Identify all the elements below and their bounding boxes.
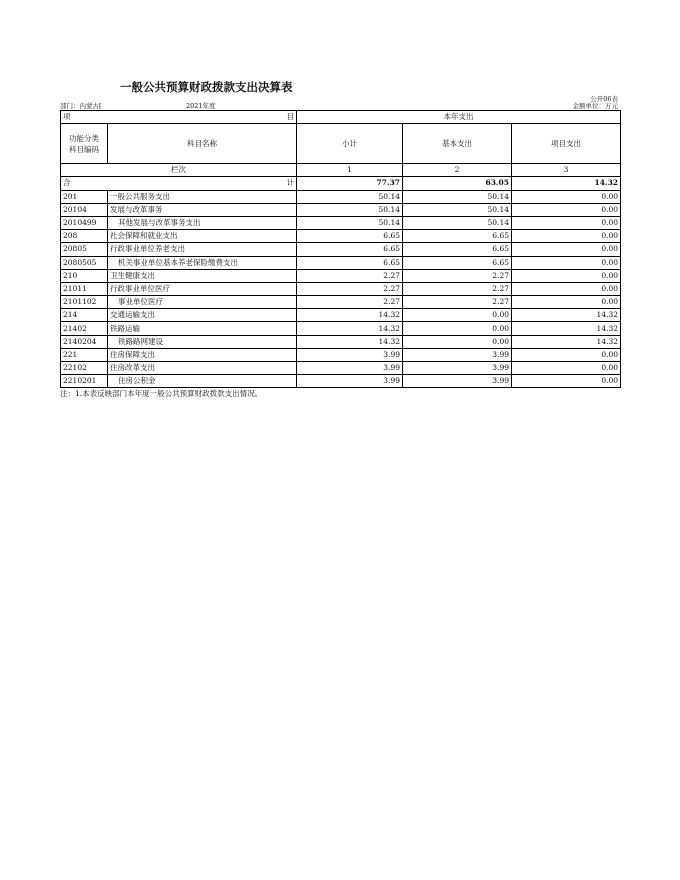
cell-name: 铁路路网建设: [108, 335, 297, 348]
table-row: [61, 375, 621, 388]
cell-basic: 0.00: [403, 322, 512, 335]
cell-project: 0.00: [512, 375, 621, 388]
cell-code: 2210201: [61, 375, 108, 388]
cell-code: 201: [61, 190, 108, 203]
cell-code: 21402: [61, 322, 108, 335]
total-basic: 63.05: [403, 177, 512, 190]
table-row: [61, 322, 621, 335]
cell-code: 208: [61, 230, 108, 243]
header-row-2: [61, 124, 621, 164]
table-row: [61, 243, 621, 256]
cell-code: 2080505: [61, 256, 108, 269]
cell-basic: 3.99: [403, 362, 512, 375]
cell-name: 行政事业单位养老支出: [108, 243, 297, 256]
cell-basic: 50.14: [403, 216, 512, 229]
cell-subtotal: 14.32: [297, 309, 403, 322]
cell-name: 住房改革支出: [108, 362, 297, 375]
cell-project: 0.00: [512, 256, 621, 269]
cell-code: 21011: [61, 282, 108, 295]
cell-subtotal: 2.27: [297, 282, 403, 295]
cell-name: 事业单位医疗: [108, 296, 297, 309]
table-row: [61, 203, 621, 216]
total-subtotal: 77.37: [297, 177, 403, 190]
note: 注：1.本表反映部门本年度一般公共预算财政拨款支出情况。: [60, 389, 263, 398]
table-row: [61, 230, 621, 243]
cell-basic: 3.99: [403, 375, 512, 388]
cell-project: 14.32: [512, 335, 621, 348]
cell-code: 22102: [61, 362, 108, 375]
cell-basic: 2.27: [403, 296, 512, 309]
table-row: [61, 190, 621, 203]
form-number: 公开06表: [590, 95, 618, 103]
cell-project: 0.00: [512, 348, 621, 361]
col-3: 3: [512, 164, 621, 177]
department: 部门：内蒙古[: [60, 102, 102, 110]
cell-project: 0.00: [512, 296, 621, 309]
table-row: [61, 282, 621, 295]
cell-basic: 0.00: [403, 335, 512, 348]
cell-subtotal: 2.27: [297, 269, 403, 282]
cell-basic: 6.65: [403, 230, 512, 243]
cell-basic: 3.99: [403, 348, 512, 361]
header-row-1: [61, 111, 621, 124]
cell-code: 214: [61, 309, 108, 322]
cell-subtotal: 3.99: [297, 362, 403, 375]
col-1: 1: [297, 164, 403, 177]
cell-project: 0.00: [512, 282, 621, 295]
year: 2021年度: [186, 102, 216, 110]
expenditure-table: [60, 110, 621, 388]
col-2: 2: [403, 164, 512, 177]
cell-name: 铁路运输: [108, 322, 297, 335]
table-row: [61, 296, 621, 309]
cell-code: 221: [61, 348, 108, 361]
header-mu: 目: [286, 112, 294, 122]
cell-basic: 0.00: [403, 309, 512, 322]
table-row: [61, 335, 621, 348]
cell-name: 住房保障支出: [108, 348, 297, 361]
cell-basic: 2.27: [403, 269, 512, 282]
cell-name: 住房公积金: [108, 375, 297, 388]
cell-name: 其他发展与改革事务支出: [108, 216, 297, 229]
cell-project: 0.00: [512, 190, 621, 203]
header-xiang: 项: [63, 112, 71, 122]
cell-project: 0.00: [512, 243, 621, 256]
cell-name: 机关事业单位基本养老保险缴费支出: [108, 256, 297, 269]
cell-name: 发展与改革事务: [108, 203, 297, 216]
cell-subtotal: 50.14: [297, 190, 403, 203]
total-ji: 计: [286, 178, 294, 188]
cell-basic: 50.14: [403, 203, 512, 216]
header-code: 功能分类科目编码: [61, 124, 108, 164]
cell-code: 20805: [61, 243, 108, 256]
cell-code: 2101102: [61, 296, 108, 309]
column-number-row: [61, 164, 621, 177]
total-project: 14.32: [512, 177, 621, 190]
cell-subtotal: 50.14: [297, 216, 403, 229]
cell-subtotal: 50.14: [297, 203, 403, 216]
table-row: [61, 269, 621, 282]
cell-project: 0.00: [512, 230, 621, 243]
cell-project: 0.00: [512, 362, 621, 375]
cell-basic: 6.65: [403, 243, 512, 256]
cell-project: 14.32: [512, 309, 621, 322]
unit: 金额单位：万元: [572, 102, 618, 110]
table-row: [61, 256, 621, 269]
cell-project: 0.00: [512, 203, 621, 216]
cell-name: 社会保障和就业支出: [108, 230, 297, 243]
cell-project: 0.00: [512, 216, 621, 229]
cell-subtotal: 6.65: [297, 256, 403, 269]
cell-subtotal: 2.27: [297, 296, 403, 309]
table-row: [61, 309, 621, 322]
table-row: [61, 362, 621, 375]
header-project: 项目支出: [512, 124, 621, 164]
header-year-expenditure: 本年支出: [297, 111, 621, 124]
cell-project: 0.00: [512, 269, 621, 282]
cell-subtotal: 3.99: [297, 348, 403, 361]
page-title: 一般公共预算财政拨款支出决算表: [120, 80, 293, 94]
total-he: 合: [63, 178, 71, 188]
cell-name: 交通运输支出: [108, 309, 297, 322]
cell-subtotal: 14.32: [297, 322, 403, 335]
cell-name: 行政事业单位医疗: [108, 282, 297, 295]
cell-project: 14.32: [512, 322, 621, 335]
cell-name: 卫生健康支出: [108, 269, 297, 282]
cell-name: 一般公共服务支出: [108, 190, 297, 203]
cell-basic: 50.14: [403, 190, 512, 203]
cell-subtotal: 6.65: [297, 230, 403, 243]
header-basic: 基本支出: [403, 124, 512, 164]
cell-subtotal: 3.99: [297, 375, 403, 388]
table-row: [61, 216, 621, 229]
cell-basic: 6.65: [403, 256, 512, 269]
total-row: [61, 177, 621, 190]
cell-code: 2140204: [61, 335, 108, 348]
cell-subtotal: 14.32: [297, 335, 403, 348]
cell-subtotal: 6.65: [297, 243, 403, 256]
cell-code: 210: [61, 269, 108, 282]
header-subtotal: 小计: [297, 124, 403, 164]
col-label: 栏次: [61, 164, 297, 177]
table-row: [61, 348, 621, 361]
cell-code: 20104: [61, 203, 108, 216]
header-name: 科目名称: [108, 124, 297, 164]
cell-code: 2010499: [61, 216, 108, 229]
cell-basic: 2.27: [403, 282, 512, 295]
